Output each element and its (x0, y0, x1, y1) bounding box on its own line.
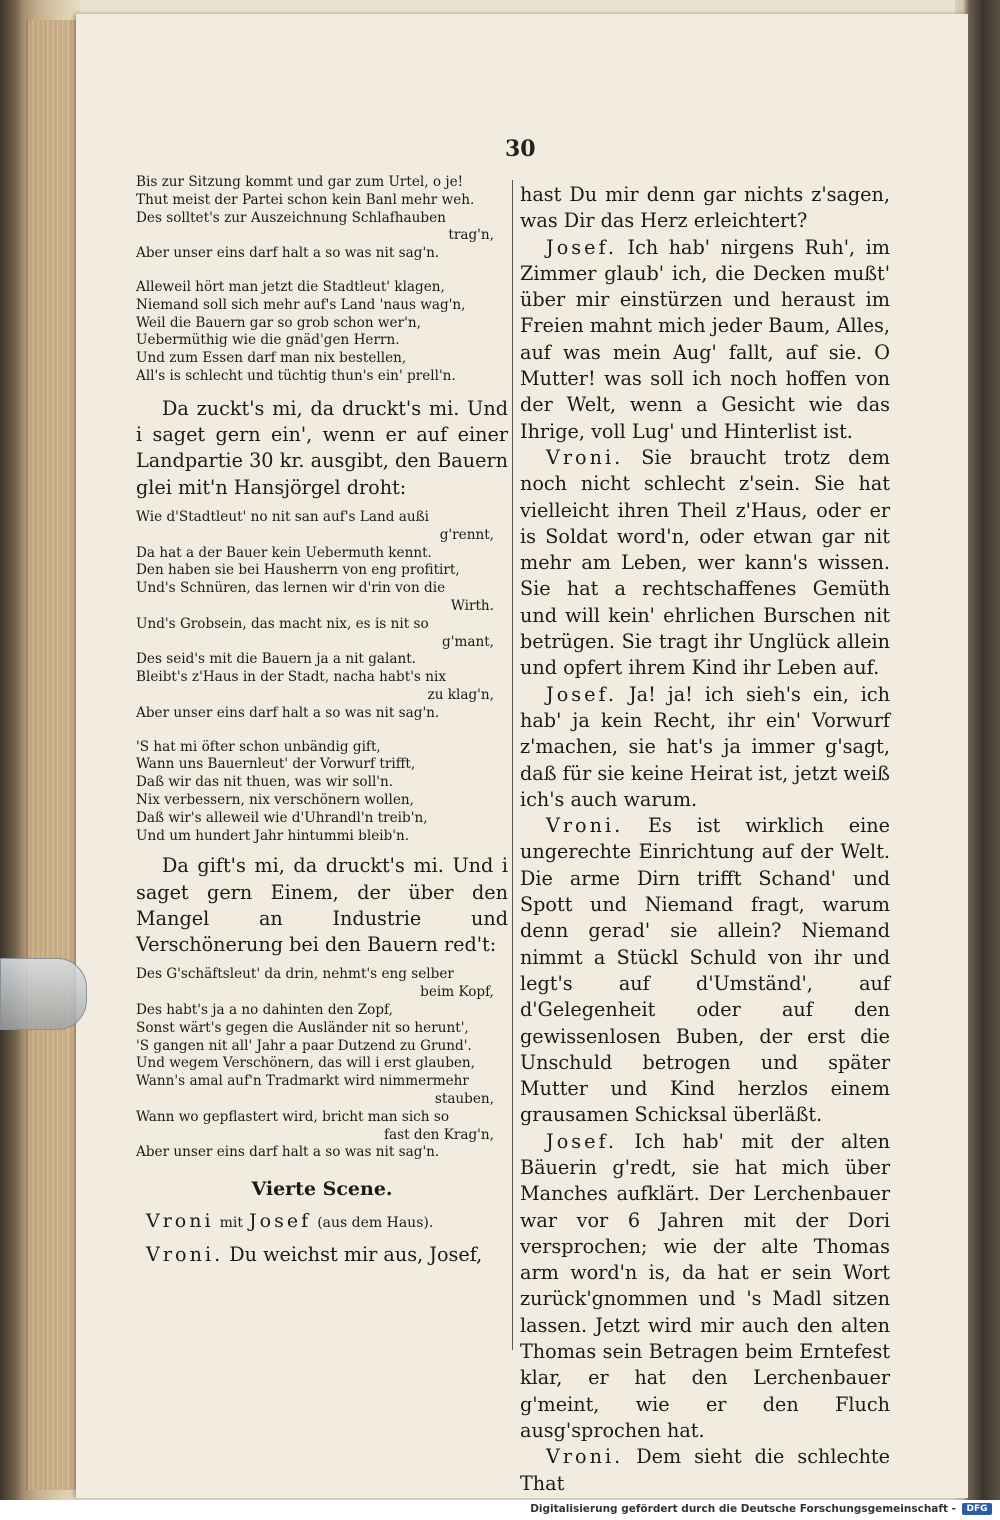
verse-line: fast den Krag'n, (384, 1126, 494, 1143)
dialogue-text: Ja! ja! ich sieh's ein, ich hab' ja kein Recht, ihr ein' Vorwurf z'machen, sie hat's ja immer g'sagt, daß für sie keine Heirat ist, jetzt weiß ich's auch warum. (520, 682, 890, 811)
verse-line: 'S gangen nit all' Jahr a paar Dutzend zu Grund'. (136, 1037, 472, 1054)
stage-direction: (aus dem Haus). (317, 1215, 434, 1232)
verse-line: Daß wir das nit thuen, was wir soll'n. (136, 774, 394, 791)
dialogue-paragraph (520, 813, 890, 1129)
prose-paragraph: Da zuckt's mi, da druckt's mi. Und i saget gern ein', wenn er auf einer Landpartie 30 kr. ausgibt, den Bauern glei mit'n Hansjörgel droht: (136, 396, 508, 499)
dialogue-text: Dem sieht die schlechte That (520, 1445, 890, 1495)
dialogue-line (146, 1242, 508, 1268)
right-column (520, 182, 890, 1497)
verse-line: Wann uns Bauernleut' der Vorwurf trifft, (136, 756, 416, 773)
speaker-name: Vroni (146, 1210, 214, 1233)
verse-line: Wann's amal auf'n Tradmarkt wird nimmermehr (136, 1073, 469, 1090)
verse-line: Und zum Essen darf man nix bestellen, (136, 350, 407, 367)
verse-line: Des G'schäftsleut' da drin, nehmt's eng selber (136, 966, 454, 983)
verse-line: Des seid's mit die Bauern ja a nit galant. (136, 651, 416, 668)
verse-line: Des solltet's zur Auszeichnung Schlafhauben (136, 209, 446, 226)
verse-line: Uebermüthig wie die gnäd'gen Herrn. (136, 332, 400, 349)
dialogue-paragraph (520, 682, 890, 813)
verse-line: Alleweil hört man jetzt die Stadtleut' klagen, (136, 278, 445, 295)
speaker-name: Josef. (546, 1129, 617, 1153)
dialogue-paragraph (520, 1444, 890, 1497)
verse-line: Und wegem Verschönern, das will i erst glauben, (136, 1055, 476, 1072)
dialogue-text: Sie braucht trotz dem noch nicht schlecht z'sein. Sie hat vielleicht ihren Theil z'Haus, oder er is Soldat word'n, oder etwan gar nit mehr am Leben, wer kann's wissen. Sie hat a rechtschaffenes Gemüth und will kein' ehrlichen Burschen nit betrügen. Sie tragt ihr Unglück allein und opfert ihrem Kind ihr Leben auf. (520, 445, 890, 680)
speaker-name: Josef. (546, 682, 617, 706)
verse-line: stauben, (434, 1091, 494, 1108)
dialogue-paragraph: hast Du mir denn gar nichts z'sagen, was Dir das Herz erleichtert? (520, 183, 890, 233)
verse-line: Bleibt's z'Haus in der Stadt, nacha habt's nix (136, 669, 446, 686)
page-number: 30 (505, 136, 536, 162)
prose-paragraph: Da gift's mi, da druckt's mi. Und i saget gern Einem, der über den Mangel an Industrie und Verschönerung bei den Bauern red't: (136, 854, 508, 957)
verse-line: Nix verbessern, nix verschönern wollen, (136, 791, 414, 808)
digitization-footer (0, 1500, 1000, 1520)
verse-line: Aber unser eins darf halt a so was nit sag'n. (136, 1144, 440, 1161)
verse-line: beim Kopf, (420, 984, 494, 1001)
page-clip (0, 958, 87, 1030)
speaker-name: Josef (249, 1210, 312, 1233)
verse-line: 'S hat mi öfter schon unbändig gift, (136, 738, 381, 755)
cast-line (146, 1210, 508, 1232)
verse-block-2 (136, 279, 508, 386)
verse-line: All's is schlecht und tüchtig thun's ein' prell'n. (136, 367, 456, 384)
verse-line: trag'n, (448, 227, 494, 244)
verse-block-4 (136, 739, 508, 846)
dialogue-text: Du weichst mir aus, Josef, (229, 1243, 483, 1267)
verse-line: Bis zur Sitzung kommt und gar zum Urtel, o je! (136, 174, 464, 190)
column-divider (512, 180, 513, 1350)
verse-line: Sonst wärt's gegen die Ausländer nit so herunt', (136, 1019, 469, 1036)
dialogue-text: Es ist wirklich eine ungerechte Einrichtung auf der Welt. Die arme Dirn trifft Schand' und Spott und Niemand fragt, warum denn gerad' sie allein? Niemand nimmt a Stückl Schuld von ihr und legt's auf d'Umständ', auf d'Gelegenheit oder auf den gewissenlosen Buben, der erst die Unschuld betrogen und später Mutter und Kind herzlos einem grausamen Schicksal überläßt. (520, 814, 890, 1127)
verse-block-1 (136, 174, 508, 263)
speaker-name: Vroni. (546, 814, 624, 838)
verse-line: Und um hundert Jahr hintummi bleib'n. (136, 827, 410, 844)
footer-credit: Digitalisierung gefördert durch die Deutsche Forschungsgemeinschaft - (530, 1503, 956, 1515)
speaker-name: Josef. (546, 235, 617, 259)
verse-line: Da hat a der Bauer kein Uebermuth kennt. (136, 544, 432, 561)
scene-heading: Vierte Scene. (251, 1178, 393, 1201)
verse-line: Den haben sie bei Hausherrn von eng profitirt, (136, 562, 460, 579)
verse-line: Und's Schnüren, das lernen wir d'rin von die (136, 580, 446, 597)
dialogue-paragraph (520, 235, 890, 445)
dialogue-text: Ich hab' nirgens Ruh', im Zimmer glaub' ich, die Decken mußt' über mir einstürzen und heraust im Freien mahnt mich jeder Baum, Alles, auf was mein Aug' fallt, auf sie. O Mutter! was soll ich noch hoffen von der Welt, wenn a Gesicht wie das Ihrige, voll Lug' und Hinterlist ist. (520, 235, 890, 443)
verse-line: g'mant, (442, 633, 494, 650)
left-column (136, 174, 508, 1269)
verse-block-5 (136, 966, 508, 1162)
verse-line: zu klag'n, (427, 686, 494, 703)
speaker-name: Vroni. (546, 1445, 624, 1469)
verse-line: Thut meist der Partei schon kein Banl mehr weh. (136, 191, 475, 208)
verse-line: Weil die Bauern gar so grob schon wer'n, (136, 314, 421, 331)
verse-block-3 (136, 509, 508, 723)
dialogue-paragraph (520, 1129, 890, 1445)
cast-connector: mit (219, 1215, 243, 1232)
dfg-logo: DFG (962, 1503, 992, 1515)
speaker-name: Vroni. (546, 445, 624, 469)
verse-line: Daß wir's alleweil wie d'Uhrandl'n treib'n, (136, 809, 428, 826)
verse-line: Und's Grobsein, das macht nix, es is nit so (136, 615, 429, 632)
verse-line: Des habt's ja a no dahinten den Zopf, (136, 1002, 393, 1019)
dialogue-text: Ich hab' mit der alten Bäuerin g'redt, sie hat mich über Manches aufklärt. Der Lerchenbauer war vor 6 Jahren mit der Dori versprochen; wie der alte Thomas arm word'n is, da hat er sein Wort zurück'gnommen und 's Madl sitzen lassen. Jetzt wird mir auch den alten Thomas sein Betragen beim Erntefest klar, er hat den Lerchenbauer g'meint, wie er den Fluch ausg'sprochen hat. (520, 1129, 890, 1442)
verse-line: Wann wo gepflastert wird, bricht man sich so (136, 1108, 450, 1125)
verse-line: Aber unser eins darf halt a so was nit sag'n. (136, 245, 440, 262)
verse-line: g'rennt, (439, 526, 494, 543)
dialogue-paragraph (520, 445, 890, 682)
verse-line: Wie d'Stadtleut' no nit san auf's Land außi (136, 508, 430, 525)
page-edges (26, 20, 83, 1490)
verse-line: Aber unser eins darf halt a so was nit sag'n. (136, 704, 440, 721)
speaker-name: Vroni. (146, 1243, 224, 1267)
verse-line: Niemand soll sich mehr auf's Land 'naus wag'n, (136, 296, 466, 313)
verse-line: Wirth. (450, 597, 494, 614)
